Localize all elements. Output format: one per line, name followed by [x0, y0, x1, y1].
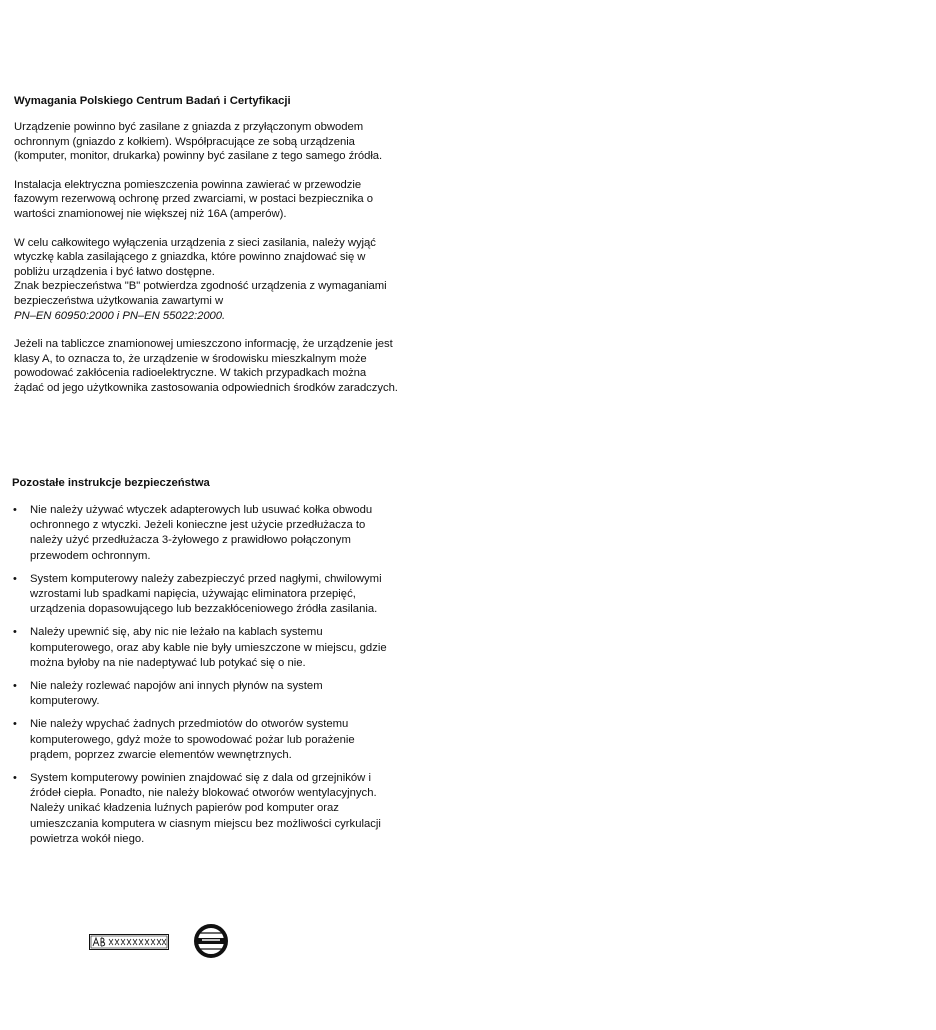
list-item-text: Nie należy wpychać żadnych przedmiotów do otworów systemu komputerowego, gdyż może to spowodować pożar lub porażenie prądem, poprzez zwarcie elementów wewnętrznych.: [30, 718, 355, 761]
list-item-text: Należy upewnić się, aby nic nie leżało na kablach systemu komputerowego, oraz aby kable nie były umieszczone w miejscu, gdzie można byłoby na nie nadeptywać lub potykać się o nie.: [30, 626, 387, 669]
section-heading-other-safety: Pozostałe instrukcje bezpieczeństwa: [12, 477, 210, 489]
list-item-text: Nie należy rozlewać napojów ani innych płynów na system komputerowy.: [30, 680, 323, 708]
list-item: [12, 503, 392, 564]
bullet-icon: •: [13, 718, 17, 731]
paragraph-standards: PN–EN 60950:2000 i PN–EN 55022:2000.: [14, 309, 226, 322]
list-item: [12, 679, 392, 709]
list-item: [12, 572, 392, 618]
b-safety-mark-icon: [193, 923, 229, 959]
paragraph-electrical-installation: Instalacja elektryczna pomieszczenia powinna zawierać w przewodzie fazowym rezerwową ochronę przed zwarciami, w postaci bezpiecznika o wartości znamionowej nie większej niż 16A (amperów).: [14, 178, 373, 220]
paragraph-disconnect: W celu całkowitego wyłączenia urządzenia z sieci zasilania, należy wyjąć wtyczkę kabla zasilającego z gniazdka, które powinno znajdować się w pobliżu urządzenia i być łatwo dostępne.: [14, 236, 376, 278]
bullet-icon: •: [13, 680, 17, 693]
section-heading-pcbc: Wymagania Polskiego Centrum Badań i Certyfikacji: [14, 95, 291, 107]
bullet-icon: •: [13, 772, 17, 785]
bullet-icon: •: [13, 626, 17, 639]
list-item: [12, 717, 392, 763]
list-item: [12, 625, 392, 671]
paragraph-safety-mark: Znak bezpieczeństwa "B" potwierdza zgodność urządzenia z wymaganiami bezpieczeństwa użytkowania zawartymi w: [14, 280, 387, 307]
list-item-text: System komputerowy należy zabezpieczyć przed nagłymi, chwilowymi wzrostami lub spadkami napięcia, używając eliminatora przepięć, urządzenia dopasowującego lub bezzakłóceniowego źródła zasilania.: [30, 572, 382, 616]
certification-marks: [89, 921, 249, 961]
list-item: [12, 771, 392, 847]
paragraph-class-a: Jeżeli na tabliczce znamionowej umieszczono informację, że urządzenie jest klasy A, to oznacza to, że urządzenie w środowisku mieszkalnym może powodować zakłócenia radioelektryczne. W takich przypadkach można żądać od jego użytkownika zastosowania odpowiednich środków zaradczych.: [14, 338, 398, 394]
list-item-text: System komputerowy powinien znajdować się z dala od grzejników i źródeł ciepła. Ponadto, nie należy blokować otworów wentylacyjnych. Należy unikać kładzenia luźnych papierów pod komputer oraz umieszczania komputera w ciasnym miejscu bez możliwości cyrkulacji powietrza wokół niego.: [30, 772, 381, 845]
pcbc-requirements-section: [14, 94, 398, 396]
safety-instructions-list: [12, 503, 392, 855]
certification-label-icon: [89, 934, 169, 950]
paragraph-power-supply: Urządzenie powinno być zasilane z gniazda z przyłączonym obwodem ochronnym (gniazdo z kołkiem). Współpracujące ze sobą urządzenia (komputer, monitor, drukarka) powinny być zasilane z tego samego źródła.: [14, 121, 383, 163]
bullet-icon: •: [13, 572, 17, 585]
bullet-icon: •: [13, 504, 17, 516]
list-item-text: Nie należy używać wtyczek adapterowych lub usuwać kołka obwodu ochronnego z wtyczki. Jeżeli konieczne jest użycie przedłużacza to należy użyć przedłużacza 3-żyłowego z prawidłowo połączonym przewodem ochronnym.: [30, 504, 373, 562]
